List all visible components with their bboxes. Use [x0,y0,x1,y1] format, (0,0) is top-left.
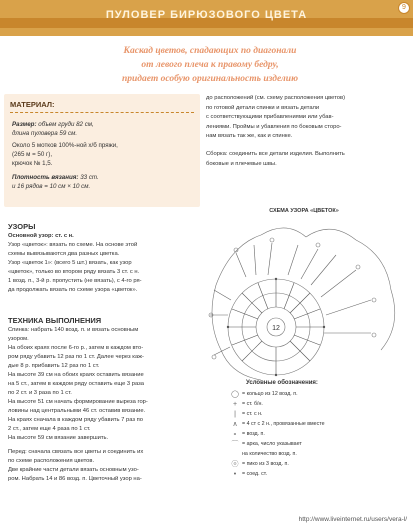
fan-stitch [311,255,336,285]
fan-stitch [214,290,231,300]
stitch-line [232,309,258,319]
assembly-text [206,150,402,169]
petal-arc [356,240,391,290]
subtitle-line: придает особую оригинальность изделию [121,74,299,84]
length-line [12,130,77,137]
fan-stitch [326,300,371,315]
right-text [206,94,402,142]
size-value: объем груди 82 см, [38,121,94,128]
legend-text: = арка, число указывает [242,441,302,447]
stitch-line [290,293,310,313]
legend-text: = возд. п. [242,431,265,437]
pattern-line: да продолжать вязать по схеме узора «цветок». [8,287,138,293]
density-line [12,174,99,181]
subtitle-line: Каскад цветов, спадающих по диагонали [123,46,297,56]
subtitle-line: от левого плеча к правому бедру, [141,60,279,70]
pattern-line: «цветок», только во втором ряду вязать 3 ст. с н. [8,269,140,275]
legend-row [228,429,398,439]
legend-text: = ст. с н. [242,411,263,417]
legend-text: = кольцо из 12 возд. п. [242,391,298,397]
picot [356,265,360,269]
legend-row [228,449,398,459]
stitch-line [242,341,262,361]
density-label: Плотность вязания: [12,174,79,181]
right-line: до расположений (см. схему расположения цветов) [206,95,346,101]
technique-line: ловины над центральными 46 ст. оставив вязание. [8,408,146,414]
technique-line: Перед: сначала связать все цветы и соединить их [8,449,144,455]
technique-heading: ТЕХНИКА ВЫПОЛНЕНИЯ [8,316,102,325]
fan-stitch [254,245,256,275]
join-dot [275,278,277,280]
watermark-url[interactable]: http://www.liveinternet.ru/users/vera-l/ [298,516,407,523]
size-line [12,121,94,128]
petal-arc [381,290,395,350]
picot [212,355,216,359]
technique-text [8,326,202,484]
right-line: по готовой детали спинки и вязать детали [206,104,320,111]
stitch-line [294,309,320,319]
legend-row [228,469,398,479]
fan-stitch [301,249,318,279]
legend-row [228,439,398,449]
technique-line: Две крайние части детали вязать основным узо- [8,467,139,473]
legend-row [228,389,398,399]
legend-text: = ст. б/н. [242,401,263,407]
legend-title: Условные обозначения: [246,380,318,386]
pattern-line: Узор «цветок»: вязать по схеме. На основе этой [8,242,138,248]
petal-arc [221,350,261,380]
stitch-line [242,293,262,313]
technique-line: На высоте 39 см на обоих краях оставить вязание [8,372,144,378]
legend-text: = пико из 3 возд. п. [242,461,289,467]
yarn-line-2: (265 м = 50 г), [12,151,53,158]
stitch-line [258,283,268,309]
technique-line: дые 8 р. прибавить 12 раз по 1 ст. [8,363,100,369]
density-value: 33 ст. [80,174,99,181]
fan-stitch [288,245,298,275]
technique-line: узором. [8,336,29,342]
technique-line: На высоте 59 см вязание завершить. [8,435,109,441]
yarn-line-1: Около 5 мотков 100%-ной х/б пряжи, [12,142,118,149]
picot [270,238,274,242]
stitch-line [284,283,294,309]
ring-count-label: 12 [272,325,280,332]
bar-icon: | [234,410,236,418]
chain-icon: ∘ [232,431,238,438]
page-title: ПУЛОВЕР БИРЮЗОВОГО ЦВЕТА [105,9,308,21]
technique-line: по 2 ст. и 3 раза по 1 ст. [8,390,72,396]
legend-row [228,399,398,409]
technique-line: На высоте 51 см начать формирование выреза гор- [8,399,148,405]
fan-stitch [214,347,230,355]
ring-icon: ◯ [231,391,239,398]
pattern-line: схемы вывязываются два разных цветка. [8,251,120,257]
petal-arc [306,229,356,240]
cluster-icon: ∧ [232,421,238,428]
legend-row [228,419,398,429]
size-label: Размер: [12,121,37,128]
right-line: с соответствующими прибавлениями или убав- [206,114,334,120]
right-line: нам вязать так же, как и спинке. [206,133,293,139]
technique-line: ром ряду убавить 12 раз по 1 ст. Далее через каж- [8,354,144,360]
right-line: лениями. Проймы и убавления по боковым сторо- [206,123,342,130]
pattern-line: Основной узор: ст. с н. [8,233,74,239]
picot [316,243,320,247]
scheme-title: СХЕМА УЗОРА «ЦВЕТОК» [269,208,339,214]
density-value-2: и 16 рядов = 10 см × 10 см. [12,183,91,190]
stitch-line [294,335,320,345]
legend-text: = соед. ст. [242,471,268,477]
arc-icon: ⌒ [231,441,239,448]
petal-arc [212,285,221,350]
fan-stitch [268,243,272,275]
assembly-line: Сборка: соединить все детали изделия. Выполнить [206,151,345,157]
technique-line: 2 ст., затем еще 4 раза по 1 ст. [8,426,91,432]
join-dot [275,374,277,376]
pattern-line: Узор «цветок 1»: (всего 5 шт.) вязать, как узор [8,260,132,266]
fan-stitch [236,253,246,277]
dot-icon: • [233,470,237,478]
legend-row [228,409,398,419]
materials-box [4,94,200,207]
technique-line: ром. Набрать 14 и 86 возд. п. Цветочный узор на- [8,476,142,482]
technique-line: На обоих краях после 6-го р., затем в каждом вто- [8,345,144,351]
legend-text: = 4 ст с 2 н., провязанные вместе [242,421,325,427]
technique-line: на 5 ст., затем в каждом ряду оставить еще 3 раза [8,381,145,387]
technique-line: по схеме расположения цветов. [8,458,95,464]
stitch-line [290,341,310,361]
technique-line: На краях сначала в каждом ряду убавить 7 раз по [8,417,143,423]
patterns-text [8,232,202,295]
page-number: 9 [398,2,410,14]
picot [372,298,376,302]
technique-line: Спинка: набрать 140 возд. п. и вязать основным [8,327,139,333]
patterns-heading: УЗОРЫ [8,222,36,231]
subtitle [60,44,360,86]
materials-title: МАТЕРИАЛ: [10,100,194,113]
join-dot [227,326,229,328]
legend-row [228,459,398,469]
length-value: длина пуловера 59 см. [12,130,78,137]
pattern-line: 1 возд. п., 3-й р. пропустить (не вязать), с 4-го ря- [8,278,142,284]
petal-arc [261,228,306,237]
join-dot [323,326,325,328]
fan-stitch [321,270,356,297]
legend [228,380,398,479]
picot [372,333,376,337]
legend-text: на количество возд. п. [242,451,297,457]
petal-arc [216,235,261,285]
picot-icon: ⓞ [231,461,239,468]
plus-icon: + [232,400,238,408]
hook-line: крючок № 1,5. [12,160,53,167]
density-line-2 [12,183,90,190]
stitch-line [232,335,258,345]
assembly-line: боковые и плечевые швы. [206,160,277,167]
